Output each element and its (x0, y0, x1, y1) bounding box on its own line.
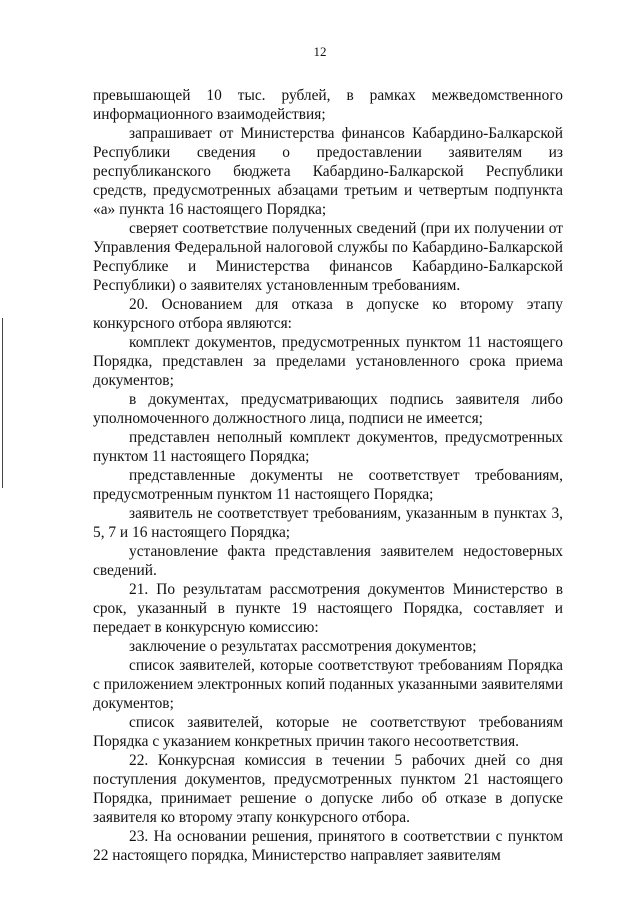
paragraph-15: 22. Конкурсная комиссия в течении 5 рабочих дней со дня поступления документов, предусмотренных пунктом 21 настоящего Порядка, принимает решение о допуске либо об отказе в допуске заявителя ко второму этапу конкурсного отбора. (93, 752, 563, 826)
paragraph-2: запрашивает от Министерства финансов Кабардино-Балкарской Республики сведения о предоставлении заявителям из республиканского бюджета Кабардино-Балкарской Республики средств, предусмотренных абзацами третьим и четвертым подпункта «а» пункта 16 настоящего Порядка; (93, 125, 563, 218)
paragraph-14: список заявителей, которые не соответствуют требованиям Порядка с указанием конкретных причин такого несоответствия. (93, 714, 563, 750)
paragraph-6: в документах, предусматривающих подпись заявителя либо уполномоченного должностного лица, подписи не имеется; (93, 391, 563, 427)
paragraph-10: установление факта представления заявителем недостоверных сведений. (93, 543, 563, 579)
paragraph-7: представлен неполный комплект документов, предусмотренных пунктом 11 настоящего Порядка; (93, 429, 563, 465)
paragraph-12: заключение о результатах рассмотрения документов; (129, 638, 477, 655)
paragraph-11: 21. По результатам рассмотрения документов Министерство в срок, указанный в пункте 19 настоящего Порядка, составляет и передает в конкурсную комиссию: (93, 581, 563, 636)
paragraph-13: список заявителей, которые соответствуют требованиям Порядка с приложением электронных копий поданных указанными заявителями документов; (93, 657, 563, 712)
document-body (93, 86, 563, 865)
paragraph-3: сверяет соответствие полученных сведений (при их получении от Управления Федеральной налоговой службы по Кабардино-Балкарской Республике и Министерства финансов Кабардино-Балкарской Республики) о заявителях установленным требованиям. (93, 220, 563, 294)
paragraph-4: 20. Основанием для отказа в допуске ко второму этапу конкурсного отбора являются: (93, 296, 563, 332)
paragraph-8: представленные документы не соответствует требованиям, предусмотренным пунктом 11 настоящего Порядка; (93, 467, 563, 503)
paragraph-5: комплект документов, предусмотренных пунктом 11 настоящего Порядка, представлен за пределами установленного срока приема документов; (93, 334, 563, 389)
paragraph-16: 23. На основании решения, принятого в соответствии с пунктом 22 настоящего порядка, Министерство направляет заявителям (93, 828, 563, 864)
paragraph-1: превышающей 10 тыс. рублей, в рамках межведомственного информационного взаимодействия; (93, 87, 563, 123)
paragraph-9: заявитель не соответствует требованиям, указанным в пунктах 3, 5, 7 и 16 настоящего Порядка; (93, 505, 563, 541)
margin-scan-mark (2, 318, 3, 488)
page-number: 12 (313, 44, 327, 59)
